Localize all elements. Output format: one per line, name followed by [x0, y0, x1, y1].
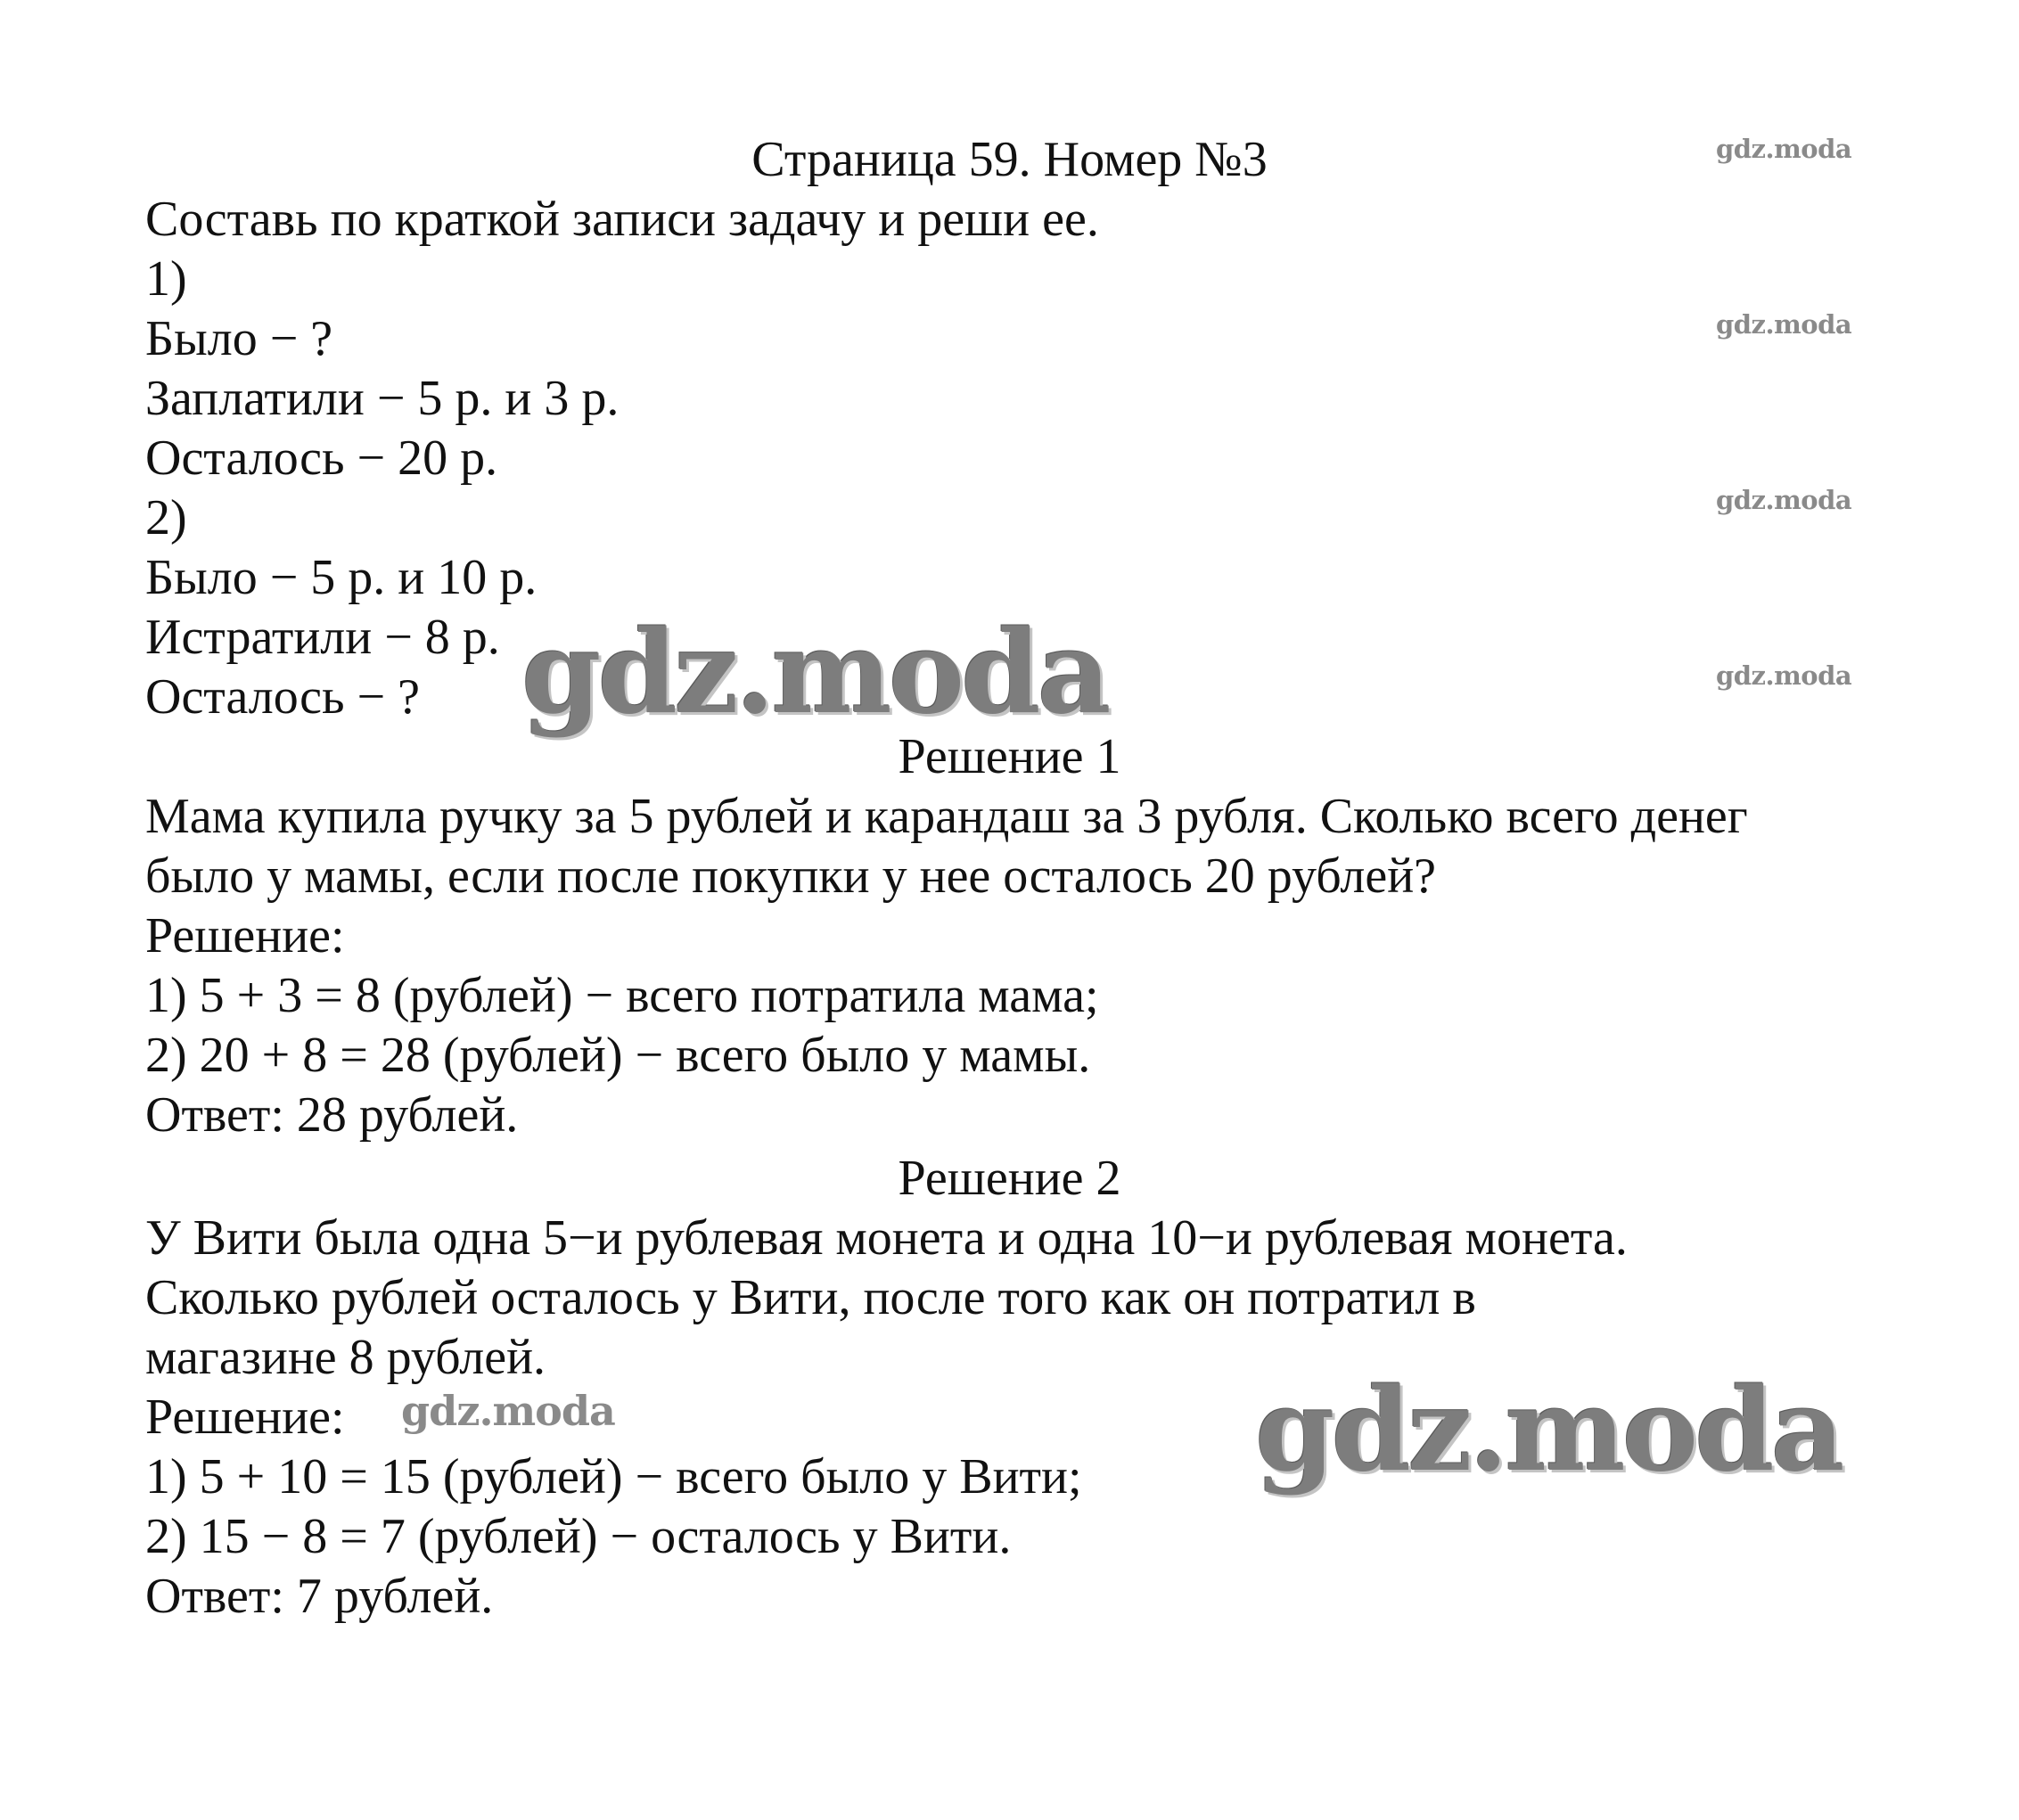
solution1-label: Решение: [145, 908, 345, 963]
part1-label: 1) [145, 251, 187, 307]
watermark-large: gdz.moda [1255, 1364, 1842, 1497]
solution1-answer: Ответ: 28 рублей. [145, 1087, 519, 1143]
solution2-problem-line: Сколько рублей осталось у Вити, после того как он потратил в [145, 1270, 1476, 1325]
solution1-problem-line: было у мамы, если после покупки у нее осталось 20 рублей? [145, 849, 1437, 904]
watermark-small: gdz.moda [1716, 309, 1852, 340]
part2-line: Истратили − 8 р. [145, 610, 500, 665]
page-title: Страница 59. Номер №3 [751, 132, 1268, 187]
part2-label: 2) [145, 490, 187, 545]
solution2-answer: Ответ: 7 рублей. [145, 1569, 494, 1624]
solution2-step: 1) 5 + 10 = 15 (рублей) − всего было у Вити; [145, 1449, 1082, 1504]
solution1-problem-line: Мама купила ручку за 5 рублей и карандаш за 3 рубля. Сколько всего денег [145, 789, 1748, 844]
task-statement: Составь по краткой записи задачу и реши ее. [145, 192, 1099, 247]
solution2-problem-line: У Вити была одна 5−и рублевая монета и одна 10−и рублевая монета. [145, 1210, 1628, 1266]
solution2-label: Решение: [145, 1390, 345, 1445]
solution2-heading: Решение 2 [898, 1151, 1121, 1206]
part1-line: Заплатили − 5 р. и 3 р. [145, 371, 620, 426]
watermark-small: gdz.moda [1716, 134, 1852, 164]
watermark-large: gdz.moda [521, 606, 1108, 740]
solution2-step: 2) 15 − 8 = 7 (рублей) − осталось у Вити. [145, 1509, 1012, 1564]
part2-line: Осталось − ? [145, 669, 420, 725]
solution1-heading: Решение 1 [898, 729, 1121, 784]
solution1-step: 2) 20 + 8 = 28 (рублей) − всего было у мамы. [145, 1028, 1091, 1083]
solution2-problem-line: магазине 8 рублей. [145, 1330, 546, 1385]
watermark-small: gdz.moda [1716, 485, 1852, 515]
part2-line: Было − 5 р. и 10 р. [145, 550, 538, 605]
solution1-step: 1) 5 + 3 = 8 (рублей) − всего потратила мама; [145, 968, 1099, 1023]
part1-line: Осталось − 20 р. [145, 430, 498, 486]
part1-line: Было − ? [145, 311, 333, 366]
watermark-medium: gdz.moda [401, 1387, 615, 1435]
watermark-small: gdz.moda [1716, 660, 1852, 691]
